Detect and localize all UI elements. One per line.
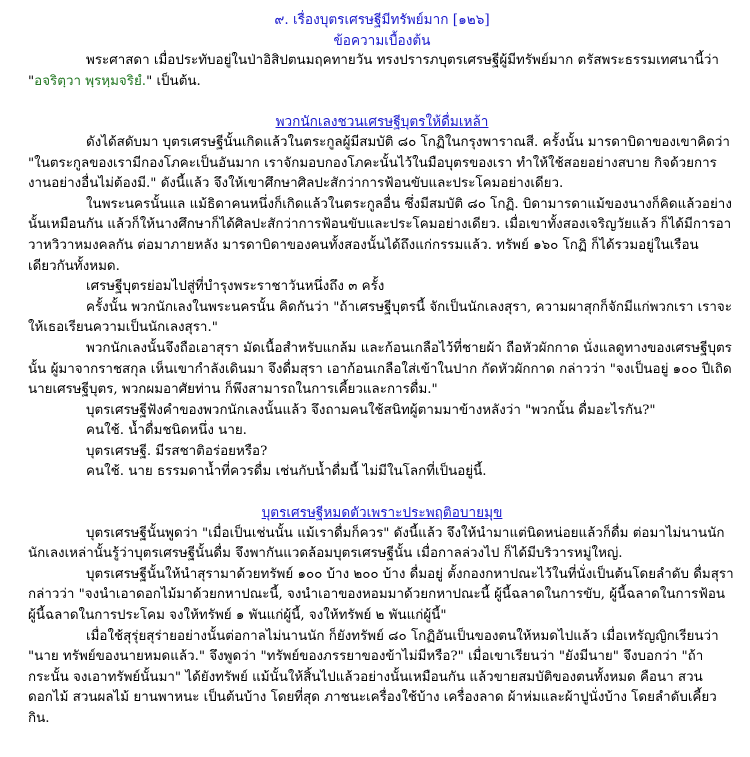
paragraph: ดังได้สดับมา บุตรเศรษฐีนั้นเกิดแล้วในตระกูลผู้มีสมบัติ ๘๐ โกฏิในกรุงพาราณสี. ครั้งนั้น มารดาบิดาของเขาคิดว่า "ในตระกูลของเรามีกองโภคะเป็นอันมาก เราจักมอบกองโภคะนั้นไว้ในมือบุตรของเรา ทำให้ใช้สอยอย่างสบาย กิจด้วยการงานอย่างอื่นไม่ต้องมี." ดังนี้แล้ว จึงให้เขาศึกษาศิลปะสักว่าการฟ้อนขับและประโคมอย่างเดียว. xyxy=(28,134,730,192)
paragraph: คนใช้. นาย ธรรมดาน้ำที่ควรดื่ม เช่นกับน้ำดื่มนี้ ไม่มีในโลกที่เป็นอยู่นี้. xyxy=(86,464,487,480)
paragraph: บุตรเศรษฐี. มีรสชาติอร่อยหรือ? xyxy=(86,443,268,459)
paragraph: พระศาสดา เมื่อประทับอยู่ในป่าอิสิปตนมฤคทายวัน ทรงปรารภบุตรเศรษฐีผู้มีทรัพย์มาก ตรัสพระธรรมเทศนานี้ว่า "อจริตฺวา พฺรหฺมจริยํ." เป็นต้น. xyxy=(28,53,719,89)
section-drinking xyxy=(28,112,736,483)
paragraph: บุตรเศรษฐีนั้นให้นำสุรามาด้วยทรัพย์ ๑๐๐ บ้าง ๒๐๐ บ้าง ดื่มอยู่ ตั้งกองกหาปณะไว้ในที่นั่งเป็นต้นโดยลำดับ ดื่มสุรา กล่าวว่า "จงนำเอาดอกไม้มาด้วยกหาปณะนี้, จงนำเอาของหอมมาด้วยกหาปณะนี้ ผู้นี้ฉลาดในการขับ, ผู้นี้ฉลาดในการฟ้อน ผู้นี้ฉลาดในการประโคม จงให้ทรัพย์ ๑ พันแก่ผู้นี้, จงให้ทรัพย์ ๒ พันแก่ผู้นี้" xyxy=(28,566,734,624)
paragraph: เมื่อใช้สุรุ่ยสุร่ายอย่างนั้นต่อกาลไม่นานนัก ก็ยังทรัพย์ ๘๐ โกฏิอันเป็นของตนให้หมดไปแล้ว เมื่อเหรัญญิกเรียนว่า "นาย ทรัพย์ของนายหมดแล้ว." จึงพูดว่า "ทรัพย์ของภรรยาของข้าไม่มีหรือ?" เมื่อเขาเรียนว่า "ยังมีนาย" จึงบอกว่า "ถ้ากระนั้น จงเอาทรัพย์นั้นมา" ได้ยังทรัพย์ แม้นั้นให้สิ้นไปแล้วอย่างนั้นเหมือนกัน แล้วขายสมบัติของตนทั้งหมด คือนา สวนดอกไม้ สวนผลไม้ ยานพาหนะ เป็นต้นบ้าง โดยที่สุด ภาชนะเครื่องใช้บ้าง เครื่องลาด ผ้าห่มและผ้าปูนั่งบ้าง โดยลำดับเคี้ยวกิน. xyxy=(28,628,719,726)
section-intro xyxy=(28,31,736,93)
paragraph: บุตรเศรษฐีนั้นพูดว่า "เมื่อเป็นเช่นนั้น แม้เราดื่มก็ควร" ดังนี้แล้ว จึงให้นำมาแต่นิดหน่อยแล้วก็ดื่ม ต่อมาไม่นานนัก นักเลงเหล่านั้นรู้ว่าบุตรเศรษฐีนั้นดื่ม จึงพากันแวดล้อมบุตรเศรษฐีนั้น เมื่อกาลล่วงไป ก็ได้มีบริวารหมู่ใหญ่. xyxy=(28,525,725,562)
paragraph: ในพระนครนั้นแล แม้ธิดาคนหนึ่งก็เกิดแล้วในตระกูลอื่น ซึ่งมีสมบัติ ๘๐ โกฏิ. บิดามารดาแม้ของนางก็คิดแล้วอย่างนั้นเหมือนกัน แล้วก็ให้นางศึกษาก็ได้ศิลปะสักว่าการฟ้อนขับและประโคมอย่างเดียว. เมื่อเขาทั้งสองเจริญวัยแล้ว ก็ได้มีการอาวาหวิวาหมงคลกัน ต่อมาภายหลัง มารดาบิดาของคนทั้งสองนั้นได้ถึงแก่กรรมแล้ว. ทรัพย์ ๑๖๐ โกฏิ ก็ได้รวมอยู่ในเรือนเดียวกันทั้งหมด. xyxy=(28,196,732,274)
section-heading: บุตรเศรษฐีหมดตัวเพราะประพฤติอบายมุข xyxy=(261,505,503,522)
section-heading: พวกนักเลงชวนเศรษฐีบุตรให้ดื่มเหล้า xyxy=(275,114,489,131)
document-title: ๙. เรื่องบุตรเศรษฐีมีทรัพย์มาก [๑๒๖] xyxy=(274,12,490,28)
pali-quote: อจริตฺวา พฺรหฺมจริยํ. xyxy=(34,73,147,89)
paragraph: ครั้งนั้น พวกนักเลงในพระนครนั้น คิดกันว่า "ถ้าเศรษฐีบุตรนี้ จักเป็นนักเลงสุรา, ความผาสุกก็จักมีแก่พวกเรา เราจะให้เธอเรียนความเป็นนักเลงสุรา." xyxy=(28,299,732,336)
paragraph: คนใช้. น้ำดื่มชนิดหนึ่ง นาย. xyxy=(86,423,247,439)
section-ruin xyxy=(28,503,736,730)
section-heading: ข้อความเบื้องต้น xyxy=(333,32,431,49)
paragraph: บุตรเศรษฐีฟังคำของพวกนักเลงนั้นแล้ว จึงถามคนใช้สนิทผู้ตามมาข้างหลังว่า "พวกนั้น ดื่มอะไรกัน?" xyxy=(86,402,656,418)
paragraph: เศรษฐีบุตรย่อมไปสู่ที่บำรุงพระราชาวันหนึ่งถึง ๓ ครั้ง xyxy=(86,279,385,295)
paragraph: พวกนักเลงนั้นจึงถือเอาสุรา มัดเนื้อสำหรับแกล้ม และก้อนเกลือไว้ที่ชายผ้า ถือหัวผักกาด นั่งแลดูทางของเศรษฐีบุตรนั้น ผู้มาจากราชสกุล เห็นเขากำลังเดินมา จึงดื่มสุรา เอาก้อนเกลือใส่เข้าในปาก กัดหัวผักกาด กล่าวว่า "จงเป็นอยู่ ๑๐๐ ปีเถิด นายเศรษฐีบุตร, พวกผมอาศัยท่าน ก็พึงสามารถในการเคี้ยวและการดื่ม." xyxy=(28,340,732,398)
